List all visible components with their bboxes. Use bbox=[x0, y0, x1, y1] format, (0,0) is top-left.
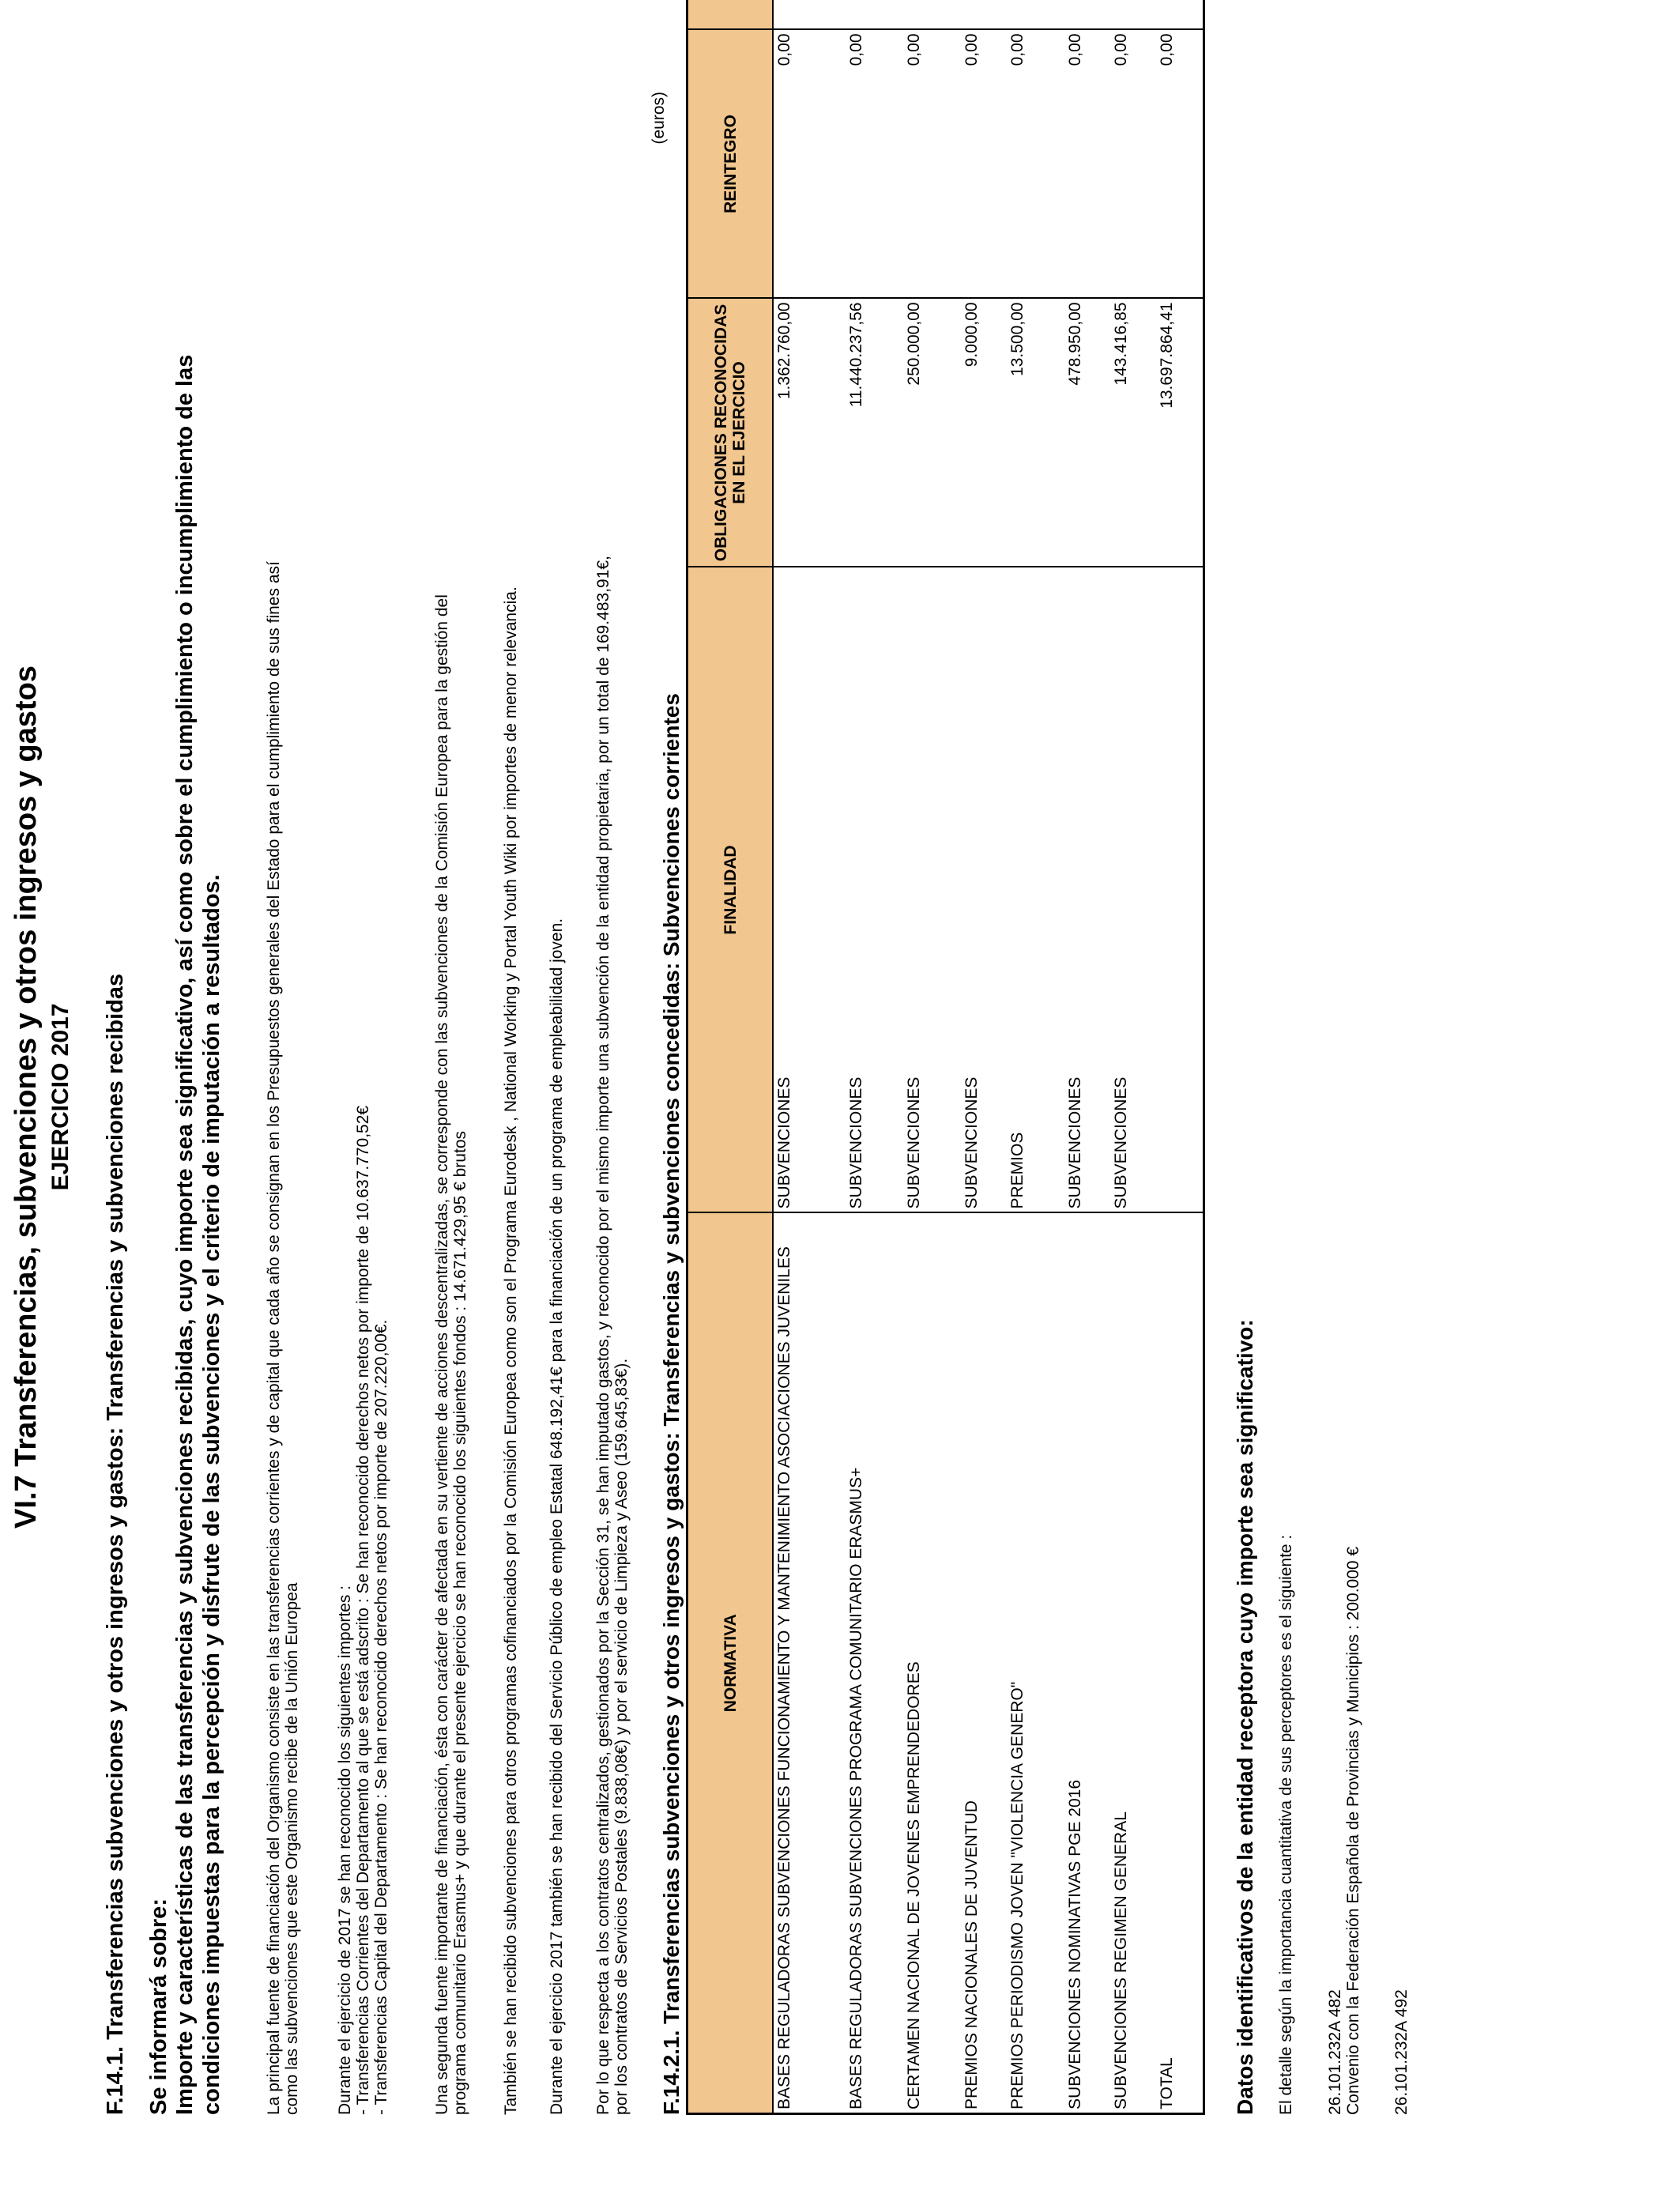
cell-normativa: TOTAL bbox=[1156, 1213, 1203, 2114]
paragraph-2-line-1: Durante el ejercicio de 2017 se han reconocido los siguientes importes : bbox=[336, 1585, 354, 2115]
paragraph-4: También se han recibido subvenciones para otros programas cofinanciados por la Comisión Europea como son el Programa Eurodesk , National Working y Portal Youth Wiki por importes de menor relevancia. bbox=[502, 586, 520, 2115]
table-row bbox=[961, 0, 1007, 2114]
paragraph-5: Durante el ejercicio 2017 también se han recibido del Servicio Público de empleo Estatal 648.192,41€ para la financiación de un programa de empleabilidad joven. bbox=[548, 918, 566, 2115]
table-row bbox=[903, 0, 961, 2114]
cell-causa bbox=[903, 0, 961, 30]
cell-normativa: BASES REGULADORAS SUBVENCIONES FUNCIONAMIENTO Y MANTENIMIENTO ASOCIACIONES JUVENILES bbox=[773, 1213, 846, 2114]
cell-normativa: SUBVENCIONES REGIMEN GENERAL bbox=[1110, 1213, 1156, 2114]
cell-obligaciones: 143.416,85 bbox=[1110, 299, 1156, 567]
cell-causa bbox=[961, 0, 1007, 30]
table-row bbox=[773, 0, 846, 2114]
paragraph-2-line-2: - Transferencias Corrientes del Departamento al que se está adscrito : Se han reconocido derechos netos por importe de 10.637.770,52€ bbox=[354, 1105, 372, 2115]
cell-finalidad: PREMIOS bbox=[1007, 567, 1064, 1213]
cell-normativa: BASES REGULADORAS SUBVENCIONES PROGRAMA COMUNITARIO ERASMUS+ bbox=[846, 1213, 903, 2114]
cell-causa bbox=[773, 0, 846, 30]
recipient-data-heading: Datos identificativos de la entidad receptora cuyo importe sea significativo: bbox=[1233, 1319, 1257, 2115]
recipient-item-1-code: 26.101.232A 482 bbox=[1326, 1989, 1344, 2115]
cell-reintegro: 0,00 bbox=[1007, 30, 1064, 299]
section-heading-granted: F.14.2.1. Transferencias subvenciones y otros ingresos y gastos: Transferencias y subvenciones concedidas: Subvenciones corrientes bbox=[659, 693, 684, 2115]
section-heading-received: F.14.1. Transferencias subvenciones y otros ingresos y gastos: Transferencias y subvenciones recibidas bbox=[103, 973, 128, 2115]
col-reintegro: REINTEGRO bbox=[687, 30, 774, 299]
cell-finalidad: SUBVENCIONES bbox=[1064, 567, 1110, 1213]
cell-normativa: CERTAMEN NACIONAL DE JOVENES EMPRENDEDORES bbox=[903, 1213, 961, 2114]
cell-finalidad: SUBVENCIONES bbox=[903, 567, 961, 1213]
cell-finalidad: SUBVENCIONES bbox=[1110, 567, 1156, 1213]
cell-normativa: PREMIOS PERIODISMO JOVEN "VIOLENCIA GENERO" bbox=[1007, 1213, 1064, 2114]
table-row bbox=[1007, 0, 1064, 2114]
paragraph-6-line-1: Por lo que respecta a los contratos centralizados, gestionados por la Sección 31, se han imputado gastos, y reconocido por el mismo importe una subvención de la entidad propietaria, por un total de 169.483,91€, bbox=[594, 556, 612, 2115]
cell-reintegro: 0,00 bbox=[961, 30, 1007, 299]
paragraph-3-line-1: Una segunda fuente importante de financiación, ésta con carácter de afectada en su vertiente de acciones descentralizadas, se corresponde con las subvenciones de la Comisión Europea para la gestión del bbox=[433, 594, 451, 2115]
cell-causa bbox=[1064, 0, 1110, 30]
cell-reintegro: 0,00 bbox=[773, 30, 846, 299]
col-normativa: NORMATIVA bbox=[687, 1213, 774, 2114]
paragraph-3-line-2: programa comunitario Erasmus+ y que durante el presente ejercicio se han reconocido los siguientes fondos : 14.671.429,95 € brutos bbox=[451, 1131, 469, 2115]
table-header-row bbox=[687, 0, 774, 2114]
cell-normativa: SUBVENCIONES NOMINATIVAS PGE 2016 bbox=[1064, 1213, 1110, 2114]
recipient-item-2-code: 26.101.232A 492 bbox=[1392, 1989, 1411, 2115]
cell-finalidad: SUBVENCIONES bbox=[773, 567, 846, 1213]
paragraph-1-line-1: La principal fuente de financiación del Organismo consiste en las transferencias corrientes y de capital que cada año se consignan en los Presupuestos generales del Estado para el cumplimiento de sus fines así bbox=[265, 561, 283, 2115]
cell-normativa: PREMIOS NACIONALES DE JUVENTUD bbox=[961, 1213, 1007, 2114]
cell-causa bbox=[846, 0, 903, 30]
cell-obligaciones: 13.697.864,41 bbox=[1156, 299, 1203, 567]
cell-reintegro: 0,00 bbox=[1110, 30, 1156, 299]
inform-line-1: Importe y características de las transferencias y subvenciones recibidas, cuyo importe sea significativo, así como sobre el cumplimiento o incumplimiento de las bbox=[172, 354, 198, 2115]
table-row-total bbox=[1156, 0, 1203, 2114]
recipient-item-1-desc: Convenio con la Federación Española de Provincias y Municipios : 200.000 € bbox=[1344, 1546, 1362, 2115]
cell-obligaciones: 1.362.760,00 bbox=[773, 299, 846, 567]
recipient-intro: El detalle según la importancia cuantitativa de sus perceptores es el siguiente : bbox=[1277, 1534, 1295, 2115]
cell-causa bbox=[1007, 0, 1064, 30]
cell-finalidad: SUBVENCIONES bbox=[846, 567, 903, 1213]
paragraph-6-line-2: por los contratos de Servicios Postales (9.838,08€) y por el servicio de Limpieza y Aseo (159.645,83€). bbox=[612, 1358, 631, 2115]
col-finalidad: FINALIDAD bbox=[687, 567, 774, 1213]
table-row bbox=[1064, 0, 1110, 2114]
cell-finalidad: SUBVENCIONES bbox=[961, 567, 1007, 1213]
page-title: VI.7 Transferencias, subvenciones y otros ingresos y gastos bbox=[9, 665, 43, 1529]
cell-obligaciones: 250.000,00 bbox=[903, 299, 961, 567]
subsidies-table bbox=[686, 0, 1205, 2115]
cell-obligaciones: 11.440.237,56 bbox=[846, 299, 903, 567]
cell-finalidad bbox=[1156, 567, 1203, 1213]
cell-obligaciones: 9.000,00 bbox=[961, 299, 1007, 567]
page-subtitle: EJERCICIO 2017 bbox=[47, 1003, 73, 1191]
col-causa bbox=[687, 0, 774, 30]
paragraph-2-line-3: - Transferencias Capital del Departamento : Se han reconocido derechos netos por importe de 207.220,00€. bbox=[372, 1319, 390, 2115]
cell-reintegro: 0,00 bbox=[1064, 30, 1110, 299]
inform-label: Se informará sobre: bbox=[146, 1898, 171, 2115]
inform-line-2: condiciones impuestas para la percepción y disfrute de las subvenciones y el criterio de imputación a resultados. bbox=[199, 874, 224, 2115]
cell-causa bbox=[1110, 0, 1156, 30]
col-obligaciones: OBLIGACIONES RECONOCIDAS EN EL EJERCICIO bbox=[687, 299, 774, 567]
cell-reintegro: 0,00 bbox=[1156, 30, 1203, 299]
units-label: (euros) bbox=[650, 92, 668, 145]
table-row bbox=[846, 0, 903, 2114]
cell-reintegro: 0,00 bbox=[846, 30, 903, 299]
paragraph-1-line-2: como las subvenciones que este Organismo recibe de la Unión Europea bbox=[283, 1582, 301, 2115]
cell-obligaciones: 478.950,00 bbox=[1064, 299, 1110, 567]
table-row bbox=[1110, 0, 1156, 2114]
cell-reintegro: 0,00 bbox=[903, 30, 961, 299]
cell-obligaciones: 13.500,00 bbox=[1007, 299, 1064, 567]
cell-causa bbox=[1156, 0, 1203, 30]
